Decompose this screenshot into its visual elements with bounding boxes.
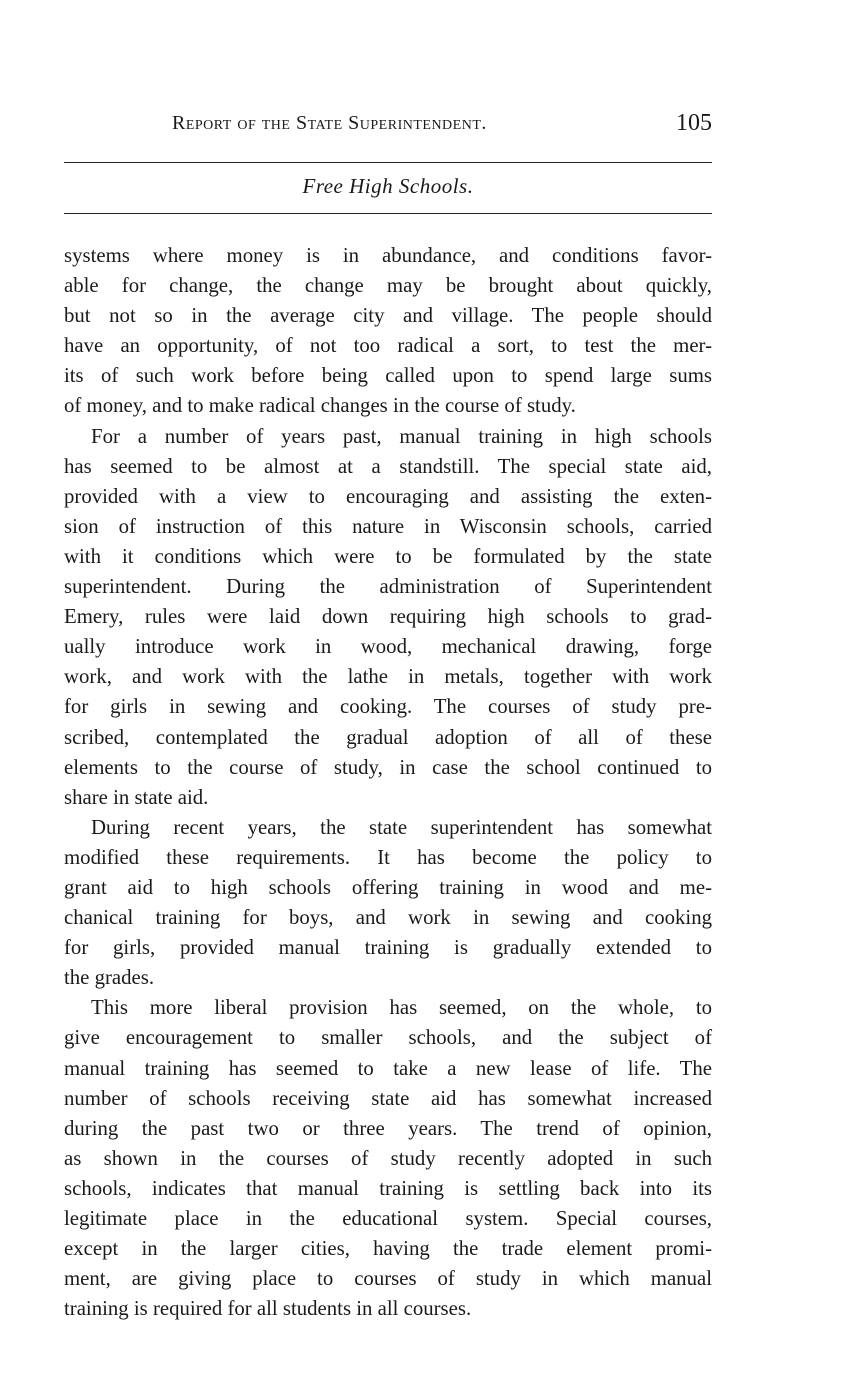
text-line: of money, and to make radical changes in the course of study. [64,394,576,418]
text-line: schools, indicates that manual training is settling back into its [64,1176,712,1200]
text-line: able for change, the change may be brought about quickly, [64,274,712,298]
text-line: except in the larger cities, having the trade element promi- [64,1237,712,1261]
page-number: 105 [676,110,712,136]
text-line: with it conditions which were to be formulated by the state [64,544,712,568]
text-line: systems where money is in abundance, and conditions favor- [64,244,712,267]
text-line: scribed, contemplated the gradual adoption of all of these [64,725,712,749]
text-line: but not so in the average city and village. The people should [64,304,712,328]
text-line: has seemed to be almost at a standstill. The special state aid, [64,454,712,478]
text-line: sion of instruction of this nature in Wisconsin schools, carried [64,514,712,538]
text-line: Emery, rules were laid down requiring high schools to grad- [64,605,712,629]
text-line: chanical training for boys, and work in sewing and cooking [64,906,712,930]
text-line: manual training has seemed to take a new lease of life. The [64,1056,712,1080]
text-line: This more liberal provision has seemed, on the whole, to [91,996,712,1020]
text-line: share in state aid. [64,785,209,809]
page-header [64,112,712,144]
text-line: for girls in sewing and cooking. The courses of study pre- [64,695,712,719]
text-line: modified these requirements. It has become the policy to [64,845,712,869]
header-rule-top [64,162,712,163]
text-line: For a number of years past, manual training in high schools [91,424,712,448]
section-title: Free High Schools. [302,174,474,198]
text-line: give encouragement to smaller schools, and the subject of [64,1026,712,1050]
header-rule-bottom [64,213,712,214]
text-line: training is required for all students in all courses. [64,1297,472,1321]
text-line: during the past two or three years. The trend of opinion, [64,1116,712,1140]
text-line: have an opportunity, of not too radical a sort, to test the mer- [64,334,712,358]
text-line: elements to the course of study, in case the school continued to [64,755,712,779]
text-line: its of such work before being called upon to spend large sums [64,364,712,388]
text-line: legitimate place in the educational system. Special courses, [64,1207,712,1230]
text-line: provided with a view to encouraging and assisting the exten- [64,484,712,508]
text-line: During recent years, the state superintendent has somewhat [91,815,712,839]
running-title: Report of the State Superintendent. [172,112,487,134]
text-line: the grades. [64,966,155,990]
text-line: for girls, provided manual training is gradually extended to [64,936,712,960]
text-line: grant aid to high schools offering training in wood and me- [64,875,712,899]
text-line: as shown in the courses of study recently adopted in such [64,1146,712,1170]
text-line: ment, are giving place to courses of study in which manual [64,1267,712,1291]
text-line: superintendent. During the administration of Superintendent [64,575,712,599]
text-line: ually introduce work in wood, mechanical drawing, forge [64,635,712,659]
body-text [64,241,712,1324]
text-line: number of schools receiving state aid has somewhat increased [64,1086,712,1110]
text-line: work, and work with the lathe in metals, together with work [64,665,712,689]
